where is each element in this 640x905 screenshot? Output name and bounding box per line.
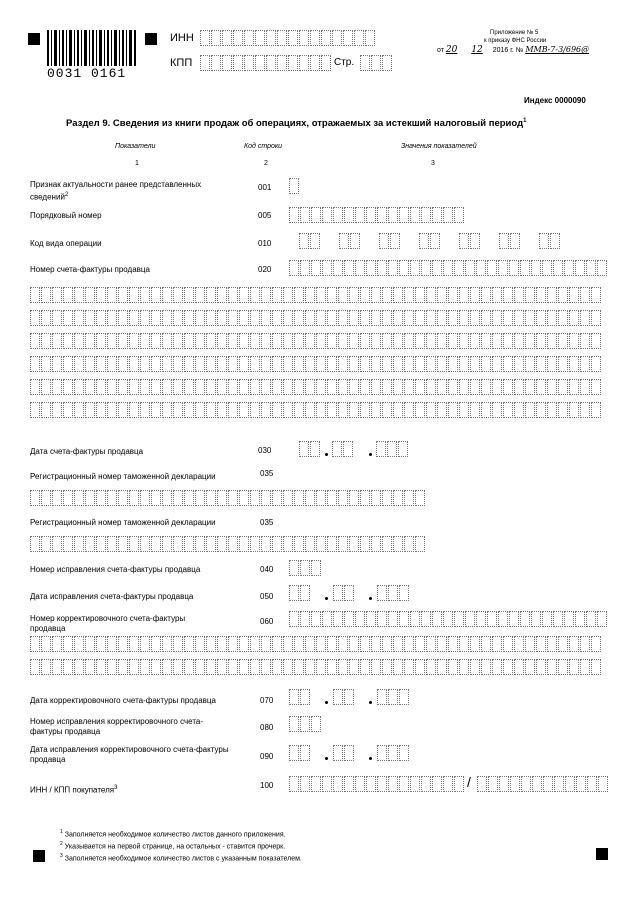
inn-kpp-slash: / [467, 774, 471, 790]
buyer-inn-kpp-field[interactable] [289, 776, 609, 792]
footnote-2-sup: 2 [60, 841, 63, 847]
corrective-invoice-number-line-2[interactable] [30, 659, 602, 675]
row-060-code: 060 [260, 617, 274, 626]
corner-marker-bottom-right [596, 848, 608, 860]
row-040-label: Номер исправления счета-фактуры продавца [30, 565, 201, 574]
row-050-label: Дата исправления счета-фактуры продавца [30, 592, 194, 601]
invoice-date-field[interactable] [299, 441, 414, 457]
col-number-1: 1 [135, 160, 139, 167]
row-010-label: Код вида операции [30, 239, 102, 248]
order-line [437, 45, 589, 55]
row-005-label: Порядковый номер [30, 211, 102, 220]
row-100-text: ИНН / КПП покупателя [30, 785, 115, 795]
col-number-2: 2 [264, 160, 268, 167]
buyer-kpp-cells[interactable] [477, 776, 609, 792]
appendix-line2: к приказу ФНС России [484, 38, 547, 44]
row-035a-code: 035 [260, 469, 274, 478]
invoice-number-line-5[interactable] [30, 379, 602, 395]
row-090-label: Дата исправления корректировочного счета-фактуры продавца [30, 745, 229, 764]
row-030-label: Дата счета-фактуры продавца [30, 447, 144, 456]
invoice-number-line-2[interactable] [30, 310, 602, 326]
row-005-code: 005 [258, 211, 272, 220]
section-title-text: Раздел 9. Сведения из книги продаж об операциях, отражаемых за истекший налоговый период [66, 118, 524, 130]
order-prefix: от [437, 47, 444, 54]
row-070-code: 070 [260, 696, 274, 705]
sequence-number-field[interactable] [289, 207, 465, 223]
operation-code-pair-1[interactable] [299, 233, 321, 249]
operation-code-pair-4[interactable] [419, 233, 441, 249]
row-020-label: Номер счета-фактуры продавца [30, 265, 150, 274]
operation-code-field[interactable] [299, 233, 584, 249]
invoice-number-line-1[interactable] [30, 287, 602, 303]
col-number-3: 3 [431, 160, 435, 167]
footnote-2-text: Указывается на первой странице, на остальных - ставится прочерк. [64, 843, 286, 851]
footnote-3-text: Заполняется необходимое количество листов с указанным показателем. [64, 855, 302, 863]
operation-code-pair-2[interactable] [339, 233, 361, 249]
footnote-1-sup: 1 [60, 829, 63, 835]
row-035a-label: Регистрационный номер таможенной декларации [30, 472, 216, 481]
row-020-code: 020 [258, 265, 272, 274]
invoice-number-line-6[interactable] [30, 402, 602, 418]
order-month: 12 [471, 45, 483, 55]
row-030-code: 030 [258, 446, 272, 455]
col-header-1: Показатели [115, 143, 156, 150]
invoice-number-line-4[interactable] [30, 356, 602, 372]
row-050-code: 050 [260, 592, 274, 601]
invoice-number-line-0[interactable] [289, 260, 608, 276]
corrective-invoice-number-line-1[interactable] [30, 636, 602, 652]
appendix-line1: Приложение № 5 [490, 30, 539, 36]
index-label: Индекс 0000090 [524, 96, 586, 105]
corrective-invoice-number-line-0[interactable] [289, 611, 608, 627]
row-010-code: 010 [258, 239, 272, 248]
col-header-3: Значения показателей [401, 143, 477, 150]
row-100-label [30, 783, 117, 796]
row-100-code: 100 [260, 781, 274, 790]
row-035b-label: Регистрационный номер таможенной декларации [30, 518, 216, 527]
footnote-1 [60, 829, 286, 838]
footnote-3 [60, 853, 302, 862]
corrective-invoice-date-field[interactable] [289, 689, 414, 705]
customs-declaration-field-1[interactable] [30, 490, 426, 506]
footnote-1-text: Заполняется необходимое количество листов данного приложения. [64, 831, 286, 839]
row-060-label: Номер корректировочного счета-фактуры продавца [30, 614, 186, 633]
row-001-text: Признак актуальности ранее представленных сведений [30, 180, 202, 202]
order-no: ММВ-7-3/696@ [525, 45, 590, 54]
order-day: 20 [445, 45, 458, 55]
row-001-label [30, 180, 230, 203]
footnote-3-sup: 3 [60, 853, 63, 859]
corrective-correction-date-field[interactable] [289, 745, 414, 761]
col-header-2: Код строки [244, 143, 283, 150]
kpp-field[interactable] [200, 55, 332, 71]
corner-marker-top-left [28, 33, 40, 45]
inn-label: ИНН [170, 32, 194, 44]
order-year: 2016 г. [492, 47, 514, 54]
page-field[interactable] [360, 55, 393, 71]
corner-marker-bottom-left [33, 850, 45, 862]
page-label: Стр. [334, 57, 355, 68]
corrective-correction-number-field[interactable] [289, 716, 322, 732]
row-001-code: 001 [258, 183, 272, 192]
row-035b-code: 035 [260, 518, 274, 527]
buyer-inn-cells[interactable] [289, 776, 465, 792]
invoice-correction-date-field[interactable] [289, 585, 414, 601]
invoice-correction-number-field[interactable] [289, 560, 322, 576]
row-080-label: Номер исправления корректировочного счета-фактуры продавца [30, 717, 204, 736]
kpp-label: КПП [170, 57, 193, 69]
row-001-sup: 2 [64, 192, 69, 198]
inn-field[interactable] [200, 30, 376, 46]
customs-declaration-field-2[interactable] [30, 536, 426, 552]
barcode-number: 0031 0161 [47, 66, 127, 81]
order-no-label: № [515, 47, 524, 54]
operation-code-pair-3[interactable] [379, 233, 401, 249]
footnote-2 [60, 841, 285, 850]
invoice-number-line-3[interactable] [30, 333, 602, 349]
operation-code-pair-7[interactable] [539, 233, 561, 249]
operation-code-pair-6[interactable] [499, 233, 521, 249]
section-title-sup: 1 [523, 118, 527, 124]
row-070-label: Дата корректировочного счета-фактуры продавца [30, 696, 216, 705]
row-090-code: 090 [260, 752, 274, 761]
row-100-sup: 3 [114, 785, 118, 791]
actuality-field[interactable] [289, 178, 300, 194]
row-080-code: 080 [260, 723, 274, 732]
operation-code-pair-5[interactable] [459, 233, 481, 249]
barcode [47, 30, 137, 66]
section-title [66, 118, 526, 129]
corner-marker-top-right [145, 33, 157, 45]
row-040-code: 040 [260, 565, 274, 574]
